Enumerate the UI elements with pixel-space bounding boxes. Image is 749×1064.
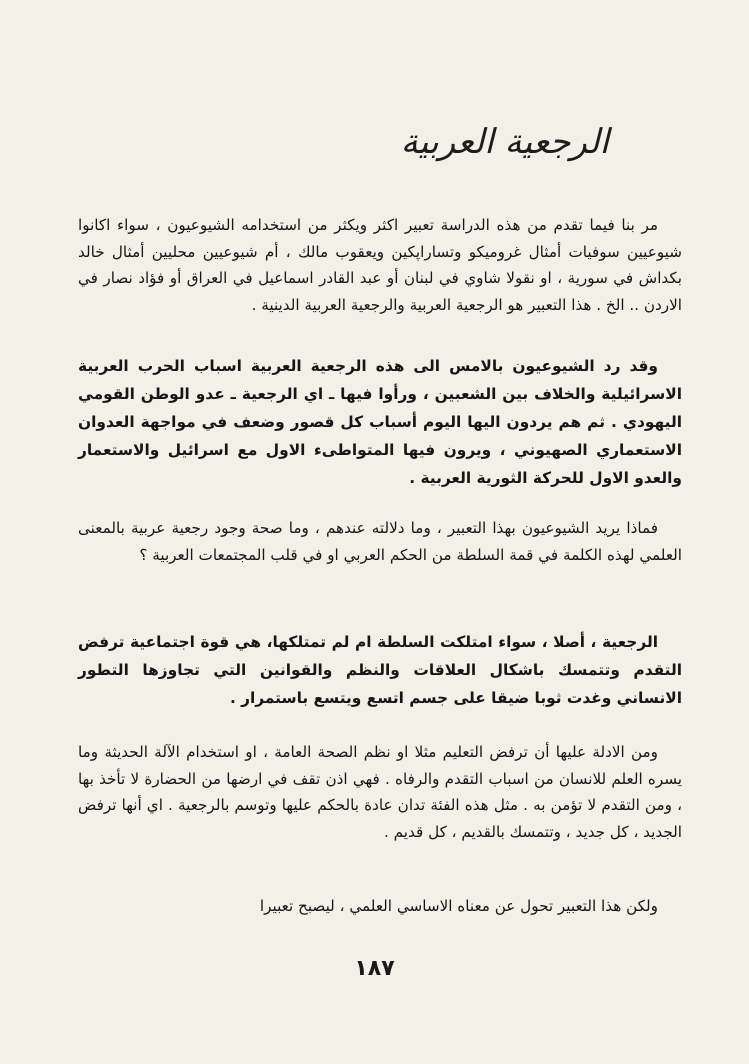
paragraph-6: ولكن هذا التعبير تحول عن معناه الاساسي العلمي ، ليصبح تعبيرا [259, 897, 658, 915]
paragraph-3: فماذا يريد الشيوعيون بهذا التعبير ، وما دلالته عندهم ، وما صحة وجود رجعية عربية بالمعنى العلمي لهذه الكلمة في قمة السلطة من الحكم العربي او في قلب المجتمعات العربية ؟ [78, 519, 682, 564]
page-number: ١٨٧ [354, 956, 395, 981]
paragraph-2-bold: وقد رد الشيوعيون بالامس الى هذه الرجعية العربية اسباب الحرب العربية الاسرائيلية والخلاف بين الشعبين ، ورأوا فيها ـ اي الرجعية ـ عدو الوطن القومي اليهودي . ثم هم يردون اليها اليوم أسباب كل قصور وضعف في مواجهة العدوان الاستعماري الصهيوني ، ويرون فيها المتواطىء الاول مع اسرائيل والاستعمار والعدو الاول للحركة الثورية العربية . [78, 357, 682, 487]
page-title: الرجعية العربية [400, 122, 609, 162]
paragraph-1: مر بنا فيما تقدم من هذه الدراسة تعبير اكثر ويكثر من استخدامه الشيوعيون ، سواء اكانوا شيوعيين سوفيات أمثال غروميكو وتساراپكين ويعقوب مالك ، أم شيوعيين محليين أمثال خالد بكداش في سورية ، او نقولا شاوي في لبنان أو عبد القادر اسماعيل في العراق أو فؤاد نصار في الاردن .. الخ . هذا التعبير هو الرجعية العربية والرجعية العربية الدينية . [78, 216, 682, 314]
paragraph-5: ومن الادلة عليها أن ترفض التعليم مثلا او نظم الصحة العامة ، او استخدام الآلة الحديثة وما يسره العلم للانسان من اسباب التقدم والرفاه . فهي اذن تقف في ارضها من الحضارة لا تأخذ بها ، ومن التقدم لا تؤمن به . مثل هذه الفئة تدان عادة بالحكم عليها وتوسم بالرجعية . اي أنها ترفض الجديد ، كل جديد ، وتتمسك بالقديم ، كل قديم . [78, 743, 682, 841]
paragraph-4-bold: الرجعية ، أصلا ، سواء امتلكت السلطة ام لم تمتلكها، هي قوة اجتماعية ترفض التقدم وتتمسك باشكال العلاقات والنظم والقوانين التي تجاوزها التطور الانساني وغدت ثوبا ضيقا على جسم اتسع ويتسع باستمرار . [78, 633, 682, 707]
